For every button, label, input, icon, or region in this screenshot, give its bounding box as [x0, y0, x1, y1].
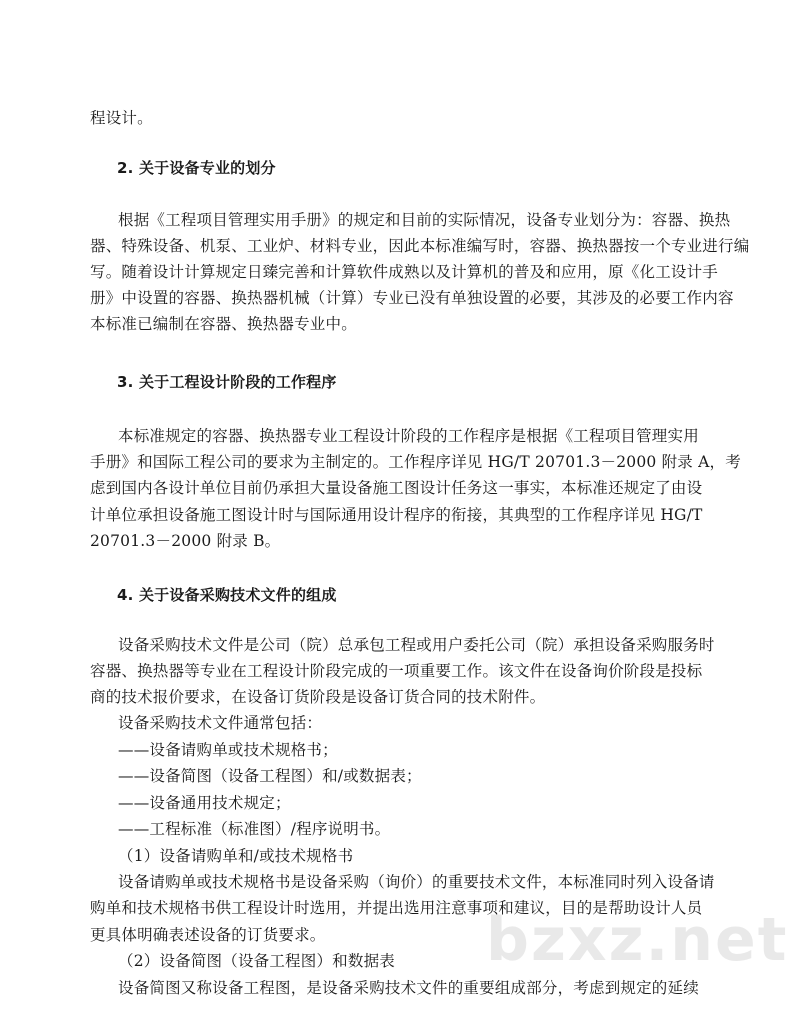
paragraph-line: 根据《工程项目管理实用手册》的规定和目前的实际情况，设备专业划分为：容器、换热: [118, 211, 731, 229]
paragraph-line: 本标准已编制在容器、换热器专业中。: [90, 315, 357, 333]
list-item: ——工程标准（标准图）/程序说明书。: [118, 820, 391, 838]
list-intro-line: 设备采购技术文件通常包括：: [118, 714, 323, 732]
list-item: ——设备简图（设备工程图）和/或数据表；: [118, 767, 422, 785]
paragraph-line: 购单和技术规格书供工程设计时选用，并提出选用注意事项和建议，目的是帮助设计人员: [90, 899, 703, 917]
paragraph-line: 商的技术报价要求，在设备订货阶段是设备订货合同的技术附件。: [90, 688, 546, 706]
intro-line: 程设计。: [90, 109, 153, 127]
paragraph-line: 册》中设置的容器、换热器机械（计算）专业已没有单独设置的必要，其涉及的必要工作内容: [90, 289, 734, 307]
paragraph-line: 虑到国内各设计单位目前仍承担大量设备施工图设计任务这一事实，本标准还规定了由设: [90, 479, 703, 497]
list-item: ——设备通用技术规定；: [118, 794, 291, 812]
paragraph-line: 更具体明确表述设备的订货要求。: [90, 926, 326, 944]
paragraph-line: 容器、换热器等专业在工程设计阶段完成的一项重要工作。该文件在设备询价阶段是投标: [90, 662, 703, 680]
paragraph-line: 本标准规定的容器、换热器专业工程设计阶段的工作程序是根据《工程项目管理实用: [118, 427, 699, 445]
paragraph-line: 计单位承担设备施工图设计时与国际通用设计程序的衔接，其典型的工作程序详见 HG/T: [90, 506, 703, 524]
paragraph-line: 写。随着设计计算规定日臻完善和计算软件成熟以及计算机的普及和应用，原《化工设计手: [90, 263, 719, 281]
section-3-heading: 3. 关于工程设计阶段的工作程序: [117, 373, 337, 391]
paragraph-line: 器、特殊设备、机泵、工业炉、材料专业，因此本标准编写时，容器、换热器按一个专业进行编: [90, 237, 750, 255]
paragraph-line: 设备简图又称设备工程图，是设备采购技术文件的重要组成部分，考虑到规定的延续: [118, 979, 699, 997]
page-watermark: bzxz.net: [486, 905, 789, 975]
paragraph-line: 设备采购技术文件是公司（院）总承包工程或用户委托公司（院）承担设备采购服务时: [118, 636, 715, 654]
paragraph-line: 20701.3－2000 附录 B。: [90, 532, 281, 550]
section-4-heading: 4. 关于设备采购技术文件的组成: [117, 586, 337, 604]
section-2-heading: 2. 关于设备专业的划分: [117, 159, 276, 177]
subheading-line: （2）设备简图（设备工程图）和数据表: [118, 952, 395, 970]
subheading-line: （1）设备请购单和/或技术规格书: [118, 847, 354, 865]
paragraph-line: 手册》和国际工程公司的要求为主制定的。工作程序详见 HG/T 20701.3－2000 附录 A，考: [90, 453, 741, 471]
paragraph-line: 设备请购单或技术规格书是设备采购（询价）的重要技术文件，本标准同时列入设备请: [118, 873, 715, 891]
list-item: ——设备请购单或技术规格书；: [118, 741, 338, 759]
